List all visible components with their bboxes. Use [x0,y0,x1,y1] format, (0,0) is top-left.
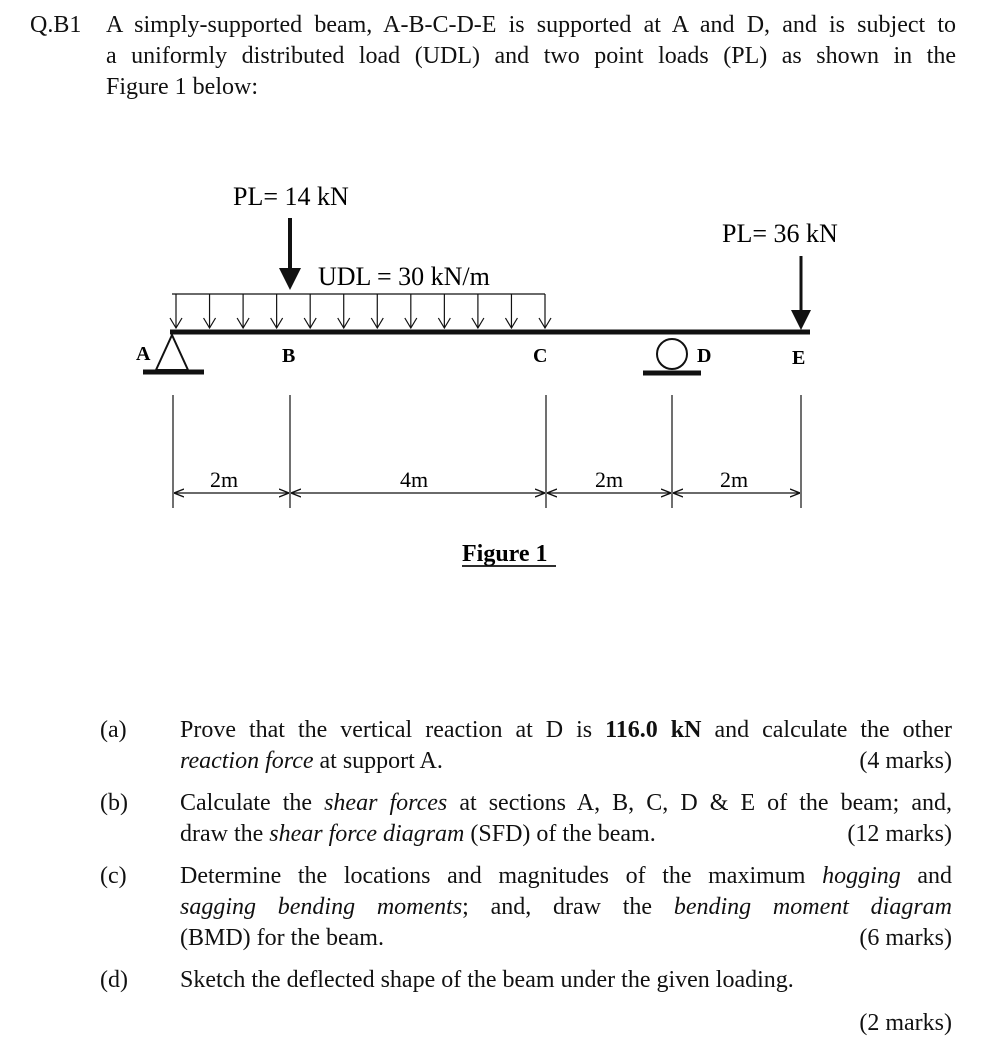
udl-arrow [237,294,249,328]
point-label-d: D [697,345,712,367]
part-b-label: (b) [100,790,128,816]
figure-caption: Figure 1 [462,541,548,567]
question-number: Q.B1 [30,12,82,38]
udl-arrow [405,294,417,328]
udl-arrow [539,294,551,328]
dim-label-cd: 2m [595,467,624,492]
part-b-line-1: Calculate the shear forces at sections A, B, C, D & E of the beam; and, [180,790,952,816]
part-d-marks: (2 marks) [859,1010,952,1036]
question-text-line-3: Figure 1 below: [106,74,258,100]
pin-support-a [143,335,204,372]
part-a-line-1: Prove that the vertical reaction at D is 116.0 kN and calculate the other [180,717,952,743]
part-c-marks: (6 marks) [859,925,952,951]
pl2-label: PL= 36 kN [722,219,838,248]
part-b-line-2: draw the shear force diagram (SFD) of the beam. [180,821,656,847]
part-a-line-2: reaction force at support A. [180,748,443,774]
dim-label-ab: 2m [210,467,239,492]
udl-arrow [304,294,316,328]
udl-arrow [505,294,517,328]
udl-arrow [472,294,484,328]
udl-arrow [338,294,350,328]
udl-label: UDL = 30 kN/m [318,262,490,291]
point-load-b-arrow [279,218,301,290]
udl-arrow [271,294,283,328]
udl-arrow [371,294,383,328]
dim-label-de: 2m [720,467,749,492]
udl-arrow [170,294,182,328]
point-load-e-arrow [791,256,811,330]
udl-load [170,294,551,328]
part-c-line-3: (BMD) for the beam. [180,925,384,951]
udl-arrow [204,294,216,328]
part-b-marks: (12 marks) [847,821,952,847]
udl-arrow [438,294,450,328]
point-label-a: A [136,343,151,365]
roller-support-d [643,339,701,373]
part-d-line-1: Sketch the deflected shape of the beam under the given loading. [180,967,794,993]
point-label-b: B [282,345,296,367]
part-a-label: (a) [100,717,127,743]
part-d-label: (d) [100,967,128,993]
dimension-extension-lines [173,395,801,508]
point-label-c: C [533,345,548,367]
part-c-label: (c) [100,863,127,889]
question-text-line-2: a uniformly distributed load (UDL) and two point loads (PL) as shown in the [106,43,956,69]
question-text-line-1: A simply-supported beam, A-B-C-D-E is supported at A and D, and is subject to [106,12,956,38]
part-c-line-2: sagging bending moments; and, draw the bending moment diagram [180,894,952,920]
point-label-e: E [792,347,806,369]
pl1-label: PL= 14 kN [233,182,349,211]
dim-label-bc: 4m [400,467,429,492]
part-a-marks: (4 marks) [859,748,952,774]
part-c-line-1: Determine the locations and magnitudes of the maximum hogging and [180,863,952,889]
